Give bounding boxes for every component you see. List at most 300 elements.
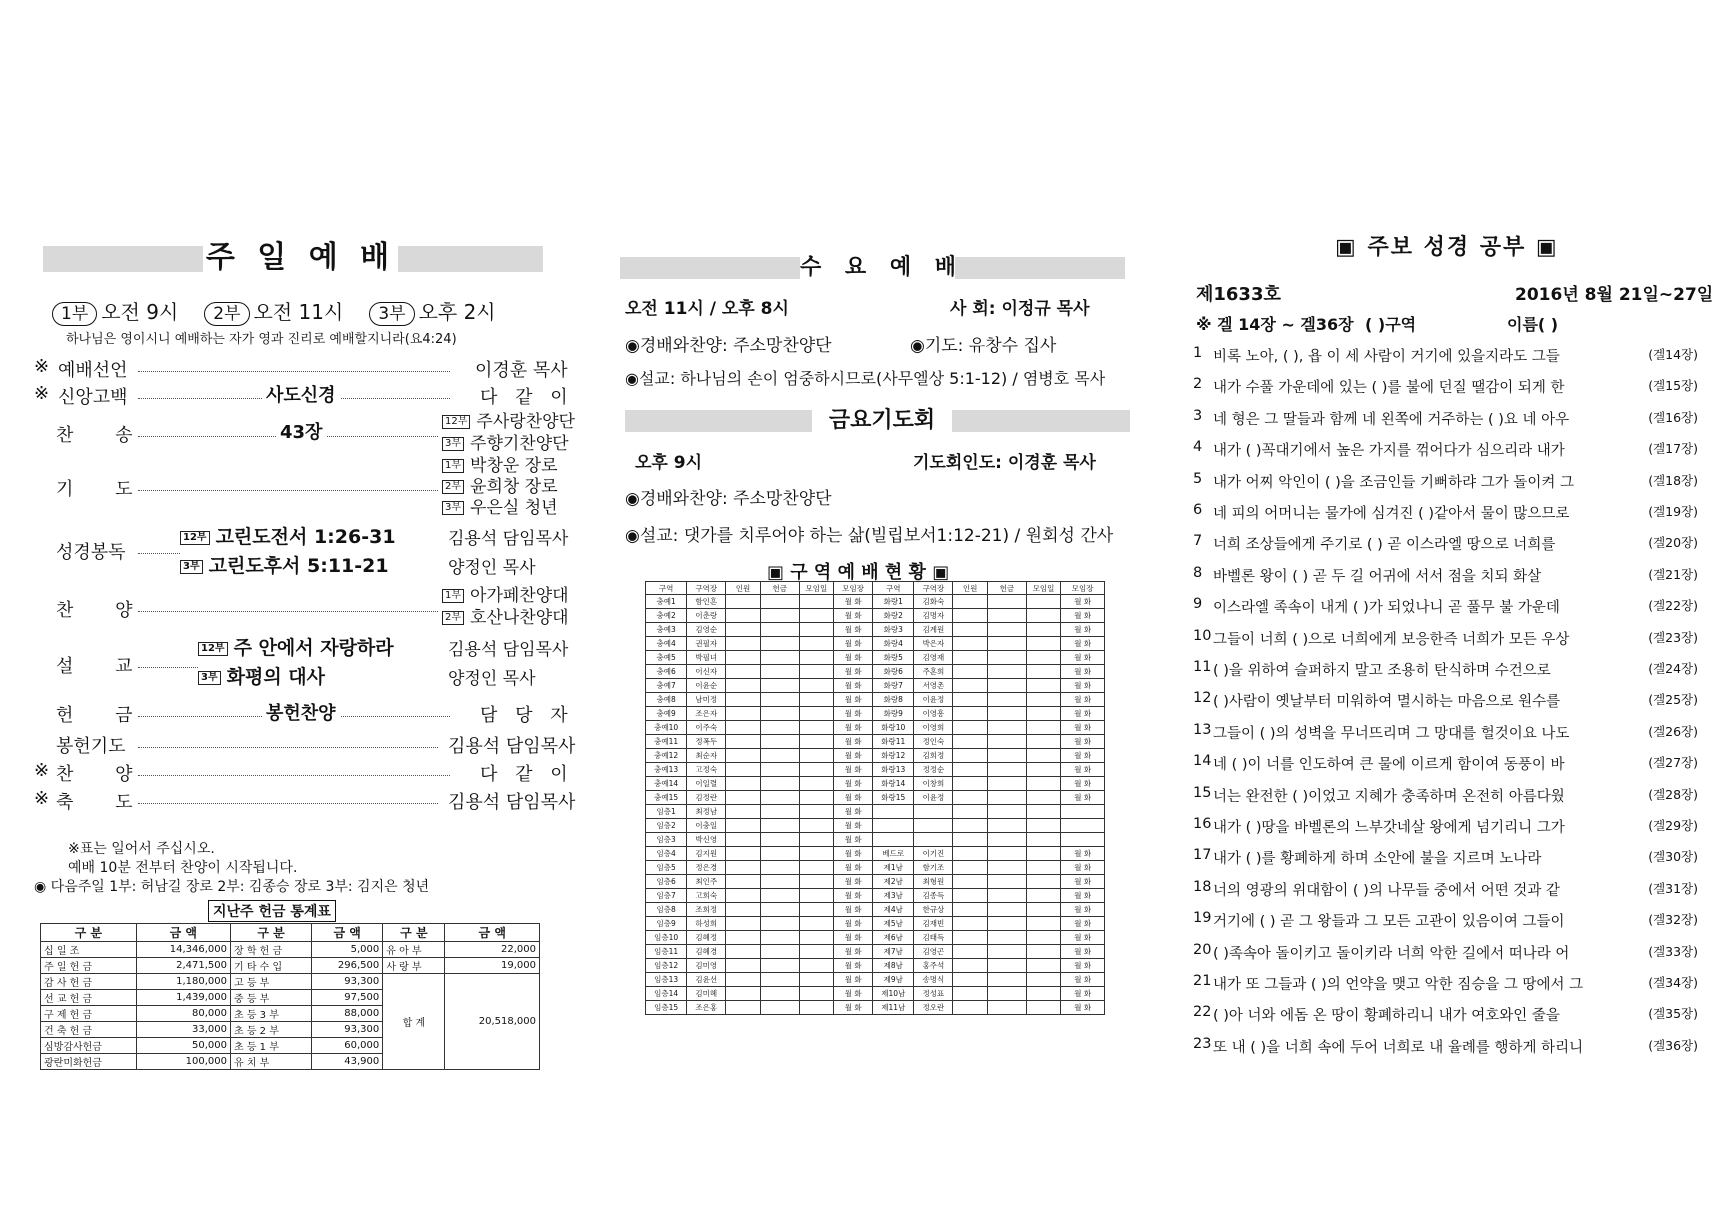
finance-row (41, 942, 540, 958)
reading-readers (448, 525, 568, 583)
question-text: 내가 또 그들과 ( )의 언약을 맺고 악한 짐승을 그 땅에서 그 (1213, 977, 1584, 993)
district-cell: 이춘랑 (687, 609, 726, 623)
district-cell (1026, 595, 1060, 609)
question-reference: (겔18장) (1648, 472, 1698, 488)
finance-total-label: 합 계 (383, 974, 445, 1070)
district-cell: 충예11 (646, 735, 687, 749)
question-number: 13 (1193, 721, 1212, 738)
order-label-benediction: 축 도 (56, 792, 151, 813)
district-cell (799, 791, 833, 805)
district-cell: 제10남 (873, 987, 914, 1001)
question-reference: (겔24장) (1648, 661, 1698, 676)
district-cell (799, 1001, 833, 1015)
question-reference: (겔28장) (1648, 786, 1698, 802)
question-row (1193, 502, 1698, 523)
district-cell (987, 595, 1026, 609)
mark: ※ (34, 788, 50, 809)
question-reference: (겔30장) (1648, 849, 1698, 865)
district-cell (1026, 861, 1060, 875)
district-cell (987, 945, 1026, 959)
district-cell: 최정남 (687, 805, 726, 819)
district-cell: 김윤선 (687, 973, 726, 987)
district-cell (726, 959, 760, 973)
question-number: 8 (1193, 564, 1203, 581)
district-cell: 이충일 (687, 819, 726, 833)
district-cell (987, 833, 1026, 847)
question-number: 7 (1193, 533, 1203, 550)
finance-header: 금 액 (312, 924, 383, 942)
question-row (1193, 408, 1698, 429)
part-badge: 3부 (180, 560, 203, 574)
district-cell: 월 화 (834, 875, 873, 889)
district-cell: 김명자 (914, 609, 953, 623)
district-row (646, 735, 1105, 749)
service-tag-badge: 2부 (204, 302, 249, 326)
district-cell (760, 721, 799, 735)
district-header-cell: 모임일 (1026, 582, 1060, 595)
district-cell (760, 861, 799, 875)
question-number: 12 (1193, 690, 1212, 707)
order-label-call: 예배선언 (58, 360, 128, 381)
district-cell: 월 화 (834, 833, 873, 847)
district-cell (1026, 623, 1060, 637)
district-cell (726, 973, 760, 987)
district-cell (1026, 763, 1060, 777)
district-cell: 충예13 (646, 763, 687, 777)
note-praise-start: 예배 10분 전부터 찬양이 시작됩니다. (68, 860, 298, 876)
sermon-preacher: 김용석 담임목사 (448, 640, 569, 660)
question-row (1193, 376, 1698, 397)
sunday-verse: 하나님은 영이시니 예배하는 자가 영과 진리로 예배할지니라(요4:24) (66, 332, 457, 347)
reading-reader: 양정인 목사 (448, 558, 536, 578)
reading-passage: 고린도후서 5:11-21 (208, 555, 389, 577)
note-next-week: ◉ 다음주일 1부: 허남길 장로 2부: 김종승 장로 3부: 김지은 청년 (34, 879, 430, 895)
question-reference: (겔22장) (1648, 598, 1698, 614)
district-cell (1061, 805, 1105, 819)
finance-category: 십 일 조 (41, 942, 137, 958)
district-cell (799, 847, 833, 861)
question-text: 그들이 너희 ( )으로 너희에게 보응한즉 너희가 모든 우상 (1213, 631, 1570, 648)
district-cell (987, 917, 1026, 931)
district-cell: 월 화 (834, 945, 873, 959)
district-cell: 제3남 (873, 889, 914, 903)
district-cell: 정폭두 (687, 735, 726, 749)
sunday-title: 주 일 예 배 (203, 238, 398, 278)
district-cell (799, 609, 833, 623)
district-cell: 송명식 (914, 973, 953, 987)
district-cell (1026, 959, 1060, 973)
leader-dots (138, 490, 438, 491)
district-row (646, 805, 1105, 819)
finance-amount: 93,300 (312, 1022, 383, 1038)
district-cell: 제8남 (873, 959, 914, 973)
district-cell (1026, 1001, 1060, 1015)
question-number: 5 (1193, 470, 1203, 487)
district-cell: 임층9 (646, 917, 687, 931)
district-cell: 정오란 (914, 1001, 953, 1015)
finance-amount: 296,500 (312, 958, 383, 974)
district-cell: 화랑5 (873, 651, 914, 665)
question-reference: (겔19장) (1648, 504, 1698, 519)
district-cell (760, 945, 799, 959)
question-number: 19 (1193, 910, 1212, 927)
district-cell (726, 595, 760, 609)
district-cell: 충예12 (646, 749, 687, 763)
district-cell: 최형원 (914, 875, 953, 889)
district-row (646, 763, 1105, 777)
finance-row (41, 958, 540, 974)
district-cell (760, 819, 799, 833)
district-cell (726, 847, 760, 861)
district-cell: 월 화 (834, 665, 873, 679)
leader-dots (138, 747, 438, 748)
district-cell (987, 987, 1026, 1001)
district-cell (726, 623, 760, 637)
order-right-offering: 담 당 자 (480, 705, 574, 726)
district-cell (726, 791, 760, 805)
district-header-cell: 모임일 (799, 582, 833, 595)
district-cell (1026, 945, 1060, 959)
district-cell (1026, 819, 1060, 833)
wednesday-praise: ◉경배와찬양: 주소망찬양단 (625, 336, 832, 356)
district-cell: 박은자 (914, 637, 953, 651)
district-cell: 월 화 (834, 595, 873, 609)
district-cell: 월 화 (834, 707, 873, 721)
district-cell (760, 847, 799, 861)
district-cell: 박필녀 (687, 651, 726, 665)
district-cell (1061, 833, 1105, 847)
sermon-title: 주 안에서 자랑하라 (233, 637, 394, 659)
district-cell (799, 735, 833, 749)
district-cell (953, 889, 987, 903)
district-header-row (646, 582, 1105, 595)
question-text: 그들이 ( )의 성벽을 무너뜨리며 그 망대를 헐것이요 나도 (1213, 725, 1570, 742)
district-cell (799, 721, 833, 735)
district-cell: 임층6 (646, 875, 687, 889)
district-cell: 이윤정 (914, 693, 953, 707)
finance-category: 심방감사헌금 (41, 1038, 137, 1054)
district-cell: 월 화 (834, 959, 873, 973)
district-cell: 조은자 (687, 707, 726, 721)
question-row (1193, 628, 1698, 649)
district-cell: 제4남 (873, 903, 914, 917)
district-cell (873, 819, 914, 833)
study-range: ※ 겔 14장 ~ 겔36장 (1196, 315, 1354, 334)
service-time-1 (52, 296, 178, 326)
question-number: 11 (1193, 659, 1212, 675)
part-badge: 1부 (442, 589, 464, 603)
district-cell: 화랑4 (873, 637, 914, 651)
question-number: 1 (1193, 345, 1203, 361)
part-badge: 12부 (180, 531, 210, 545)
prayer-leader: 박창운 장로 (470, 456, 558, 476)
question-reference: (겔14장) (1648, 347, 1698, 362)
district-cell: 함인흔 (687, 595, 726, 609)
district-cell (799, 693, 833, 707)
district-cell (760, 833, 799, 847)
district-row (646, 1001, 1105, 1015)
district-cell: 김영곤 (914, 945, 953, 959)
district-cell: 김지원 (687, 847, 726, 861)
district-cell (1026, 749, 1060, 763)
district-cell: 정성표 (914, 987, 953, 1001)
district-cell (987, 931, 1026, 945)
district-cell (953, 959, 987, 973)
district-cell: 제2남 (873, 875, 914, 889)
mark: ※ (34, 760, 50, 781)
question-reference: (겔16장) (1648, 409, 1698, 425)
finance-category: 중 등 부 (231, 990, 312, 1006)
finance-category: 선 교 헌 금 (41, 990, 137, 1006)
district-cell: 월 화 (1061, 693, 1105, 707)
district-cell: 최인주 (687, 875, 726, 889)
question-row (1193, 439, 1698, 460)
district-cell (726, 735, 760, 749)
praise-choir: 아가페찬양대 (470, 586, 569, 606)
district-header-cell: 구역 (873, 582, 914, 595)
district-cell: 월 화 (1061, 679, 1105, 693)
district-row (646, 609, 1105, 623)
district-row (646, 931, 1105, 945)
district-cell (1026, 791, 1060, 805)
finance-category: 유 아 부 (383, 942, 445, 958)
leader-dots (138, 803, 438, 804)
district-cell (726, 1001, 760, 1015)
district-cell: 월 화 (1061, 903, 1105, 917)
district-row (646, 595, 1105, 609)
district-cell (987, 847, 1026, 861)
district-cell: 권필자 (687, 637, 726, 651)
district-cell (760, 609, 799, 623)
district-cell: 월 화 (834, 931, 873, 945)
district-cell: 김영순 (687, 623, 726, 637)
district-cell: 월 화 (834, 791, 873, 805)
district-header-cell: 모임장 (834, 582, 873, 595)
district-row (646, 889, 1105, 903)
question-text: ( )족속아 돌이키고 돌이키라 너희 악한 길에서 떠나라 어 (1213, 945, 1570, 962)
district-row (646, 623, 1105, 637)
wednesday-sermon: ◉설교: 하나님의 손이 엄중하시므로(사무엘상 5:1-12) / 염병호 목사 (625, 369, 1106, 388)
district-cell (799, 749, 833, 763)
district-cell: 한규상 (914, 903, 953, 917)
district-cell (760, 903, 799, 917)
reading-passages (180, 523, 396, 581)
study-name-field: 이름( ) (1507, 315, 1559, 334)
district-cell: 월 화 (834, 735, 873, 749)
district-cell: 정은경 (687, 861, 726, 875)
district-cell (726, 861, 760, 875)
district-cell (1026, 987, 1060, 1001)
order-right-creed: 다 같 이 (480, 387, 574, 408)
district-cell (726, 777, 760, 791)
district-cell: 충예5 (646, 651, 687, 665)
district-cell: 제7남 (873, 945, 914, 959)
district-cell: 화랑8 (873, 693, 914, 707)
district-cell: 임층11 (646, 945, 687, 959)
district-cell: 월 화 (834, 861, 873, 875)
district-cell: 월 화 (1061, 847, 1105, 861)
friday-leader: 기도회인도: 이경훈 목사 (913, 453, 1096, 473)
district-cell (953, 665, 987, 679)
question-number: 22 (1193, 1004, 1212, 1021)
district-cell (987, 889, 1026, 903)
district-cell (799, 973, 833, 987)
part-badge: 3부 (442, 437, 464, 451)
finance-category: 초 등 3 부 (231, 1006, 312, 1022)
mark: ※ (34, 383, 50, 404)
district-cell: 충예8 (646, 693, 687, 707)
district-cell (953, 917, 987, 931)
district-cell: 월 화 (1061, 763, 1105, 777)
finance-amount: 60,000 (312, 1038, 383, 1054)
district-cell: 임층1 (646, 805, 687, 819)
finance-amount: 80,000 (136, 1006, 230, 1022)
district-cell (760, 707, 799, 721)
order-right-call: 이경훈 목사 (475, 360, 568, 381)
district-cell (953, 637, 987, 651)
service-time-3 (369, 296, 495, 326)
district-cell (1026, 693, 1060, 707)
district-cell (873, 833, 914, 847)
district-cell (987, 959, 1026, 973)
district-cell: 월 화 (1061, 609, 1105, 623)
question-text: 이스라엘 족속이 내게 ( )가 되었나니 곧 풀무 불 가운데 (1213, 600, 1560, 617)
finance-category: 광란미화헌금 (41, 1054, 137, 1070)
district-cell: 월 화 (834, 917, 873, 931)
district-cell (914, 805, 953, 819)
district-cell: 화랑6 (873, 665, 914, 679)
district-row (646, 707, 1105, 721)
district-cell (914, 819, 953, 833)
question-row (1193, 596, 1698, 617)
district-cell: 월 화 (834, 889, 873, 903)
finance-amount: 2,471,500 (136, 958, 230, 974)
question-reference: (겔34장) (1648, 975, 1698, 990)
order-label-closing-hymn: 찬 양 (56, 764, 151, 785)
district-cell: 월 화 (834, 651, 873, 665)
district-cell (760, 791, 799, 805)
district-cell: 월 화 (1061, 959, 1105, 973)
order-right-closing-hymn: 다 같 이 (480, 764, 574, 785)
question-row (1193, 659, 1698, 680)
district-cell (1026, 679, 1060, 693)
creed-name: 사도신경 (262, 381, 340, 407)
district-cell: 박신영 (687, 833, 726, 847)
district-row (646, 777, 1105, 791)
finance-category: 감 사 헌 금 (41, 974, 137, 990)
district-cell: 월 화 (1061, 875, 1105, 889)
district-cell (760, 931, 799, 945)
district-cell: 이윤순 (687, 679, 726, 693)
district-cell: 화랑13 (873, 763, 914, 777)
district-cell: 김혜경 (687, 945, 726, 959)
district-cell (726, 707, 760, 721)
prayer-leader: 윤희창 장로 (470, 477, 558, 497)
district-cell: 홍주석 (914, 959, 953, 973)
district-cell: 월 화 (1061, 791, 1105, 805)
finance-amount: 93,300 (312, 974, 383, 990)
district-cell (953, 735, 987, 749)
district-cell (799, 959, 833, 973)
order-label-creed: 신앙고백 (58, 387, 128, 408)
district-cell: 화랑12 (873, 749, 914, 763)
question-row (1193, 722, 1698, 743)
district-cell (799, 805, 833, 819)
district-cell: 임층5 (646, 861, 687, 875)
question-reference: (겔15장) (1648, 378, 1698, 394)
district-cell (987, 1001, 1026, 1015)
part-badge: 12부 (198, 642, 228, 656)
district-cell (987, 679, 1026, 693)
district-cell (799, 819, 833, 833)
sermon-preachers (448, 636, 568, 694)
district-cell: 임층15 (646, 1001, 687, 1015)
finance-category: 사 랑 부 (383, 958, 445, 974)
study-issue: 제1633호 (1196, 284, 1281, 305)
district-cell (726, 889, 760, 903)
district-cell: 임층3 (646, 833, 687, 847)
district-cell (726, 819, 760, 833)
order-label-hymn: 찬 송 (56, 425, 151, 446)
district-cell: 김미영 (687, 959, 726, 973)
district-cell: 월 화 (834, 637, 873, 651)
sermon-titles (198, 634, 394, 692)
district-row (646, 693, 1105, 707)
service-time-text: 오후 2시 (418, 300, 496, 324)
prayer-leader: 우은실 청년 (470, 498, 558, 518)
district-cell: 제5남 (873, 917, 914, 931)
finance-header: 구 분 (41, 924, 137, 942)
question-reference: (겔35장) (1648, 1006, 1698, 1022)
district-cell (1061, 819, 1105, 833)
sermon-preacher: 양정인 목사 (448, 669, 536, 689)
district-cell (953, 651, 987, 665)
finance-row (41, 974, 540, 990)
district-cell (987, 763, 1026, 777)
district-header-cell: 헌금 (987, 582, 1026, 595)
district-cell: 충예7 (646, 679, 687, 693)
district-cell (953, 679, 987, 693)
district-cell (726, 917, 760, 931)
district-cell (987, 805, 1026, 819)
order-label-offering: 헌 금 (56, 705, 151, 726)
question-text: ( )아 너와 에돔 온 땅이 황폐하리니 내가 여호와인 줄을 (1213, 1008, 1560, 1025)
district-cell: 월 화 (834, 819, 873, 833)
district-cell (760, 973, 799, 987)
district-cell: 김태득 (914, 931, 953, 945)
district-cell (987, 749, 1026, 763)
question-number: 17 (1193, 847, 1212, 864)
finance-header: 구 분 (231, 924, 312, 942)
reading-reader: 김용석 담임목사 (448, 529, 569, 549)
question-number: 2 (1193, 376, 1203, 393)
district-cell (799, 637, 833, 651)
district-row (646, 791, 1105, 805)
wednesday-time: 오전 11시 / 오후 8시 (625, 299, 789, 319)
question-number: 6 (1193, 502, 1203, 518)
district-cell (953, 805, 987, 819)
district-cell (1026, 917, 1060, 931)
district-cell: 김미혜 (687, 987, 726, 1001)
district-row (646, 833, 1105, 847)
district-cell: 제11남 (873, 1001, 914, 1015)
district-cell (1026, 777, 1060, 791)
praise-choirs (442, 585, 569, 629)
finance-amount: 19,000 (445, 958, 540, 974)
district-cell: 이영흥 (914, 707, 953, 721)
hymn-choirs (442, 411, 575, 455)
district-row (646, 917, 1105, 931)
